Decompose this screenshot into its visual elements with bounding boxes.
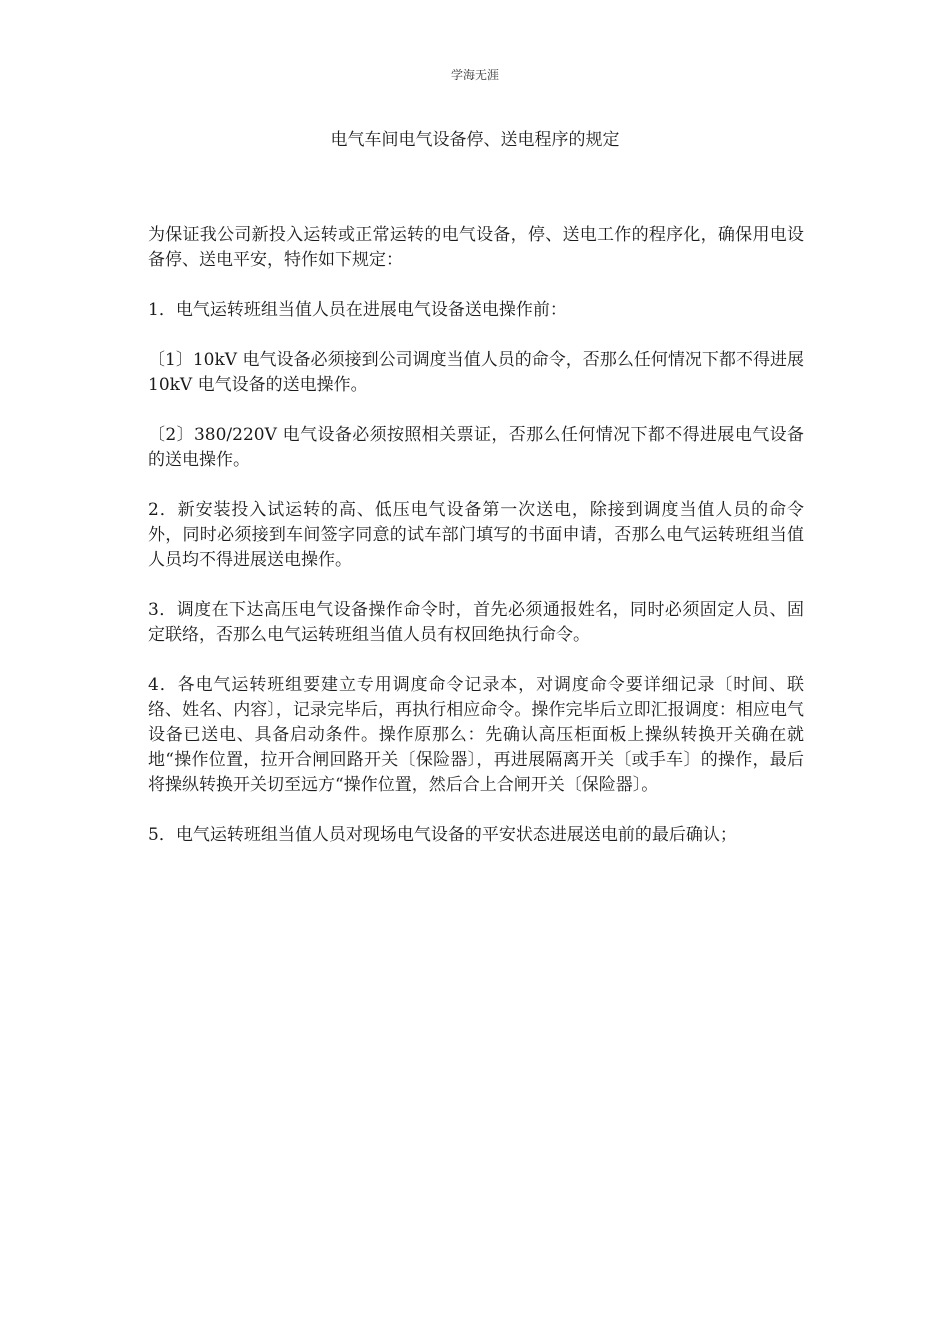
clause-3: 3．调度在下达高压电气设备操作命令时，首先必须通报姓名，同时必须固定人员、固定联络，否那么电气运转班组当值人员有权回绝执行命令。: [148, 600, 804, 645]
intro-paragraph: 为保证我公司新投入运转或正常运转的电气设备，停、送电工作的程序化，确保用电设备停、送电平安，特作如下规定：: [148, 225, 804, 270]
clause-5: 5．电气运转班组当值人员对现场电气设备的平安状态进展送电前的最后确认；: [148, 825, 737, 845]
clause-4: 4．各电气运转班组要建立专用调度命令记录本，对调度命令要详细记录〔时间、联络、姓名、内容〕，记录完毕后，再执行相应命令。操作完毕后立即汇报调度：相应电气设备已送电、具备启动条件。操作原那么：先确认高压柜面板上操纵转换开关确在就地“操作位置，拉开合闸回路开关〔保险器〕，再进展隔离开关〔或手车〕的操作，最后将操纵转换开关切至远方“操作位置，然后合上合闸开关〔保险器〕。: [148, 675, 804, 795]
clause-2: 2．新安装投入试运转的高、低压电气设备第一次送电，除接到调度当值人员的命令外，同时必须接到车间签字同意的试车部门填写的书面申请，否那么电气运转班组当值人员均不得进展送电操作。: [148, 500, 804, 570]
clause-1-sub-1: 〔1〕10kV 电气设备必须接到公司调度当值人员的命令，否那么任何情况下都不得进展 10kV 电气设备的送电操作。: [148, 350, 804, 395]
page-header: 学海无涯: [450, 68, 499, 82]
document-body: [148, 223, 804, 873]
document-title: 电气车间电气设备停、送电程序的规定: [330, 130, 620, 150]
clause-1: 1．电气运转班组当值人员在进展电气设备送电操作前：: [148, 300, 567, 320]
clause-1-sub-2: 〔2〕380/220V 电气设备必须按照相关票证，否那么任何情况下都不得进展电气设备的送电操作。: [148, 425, 804, 470]
